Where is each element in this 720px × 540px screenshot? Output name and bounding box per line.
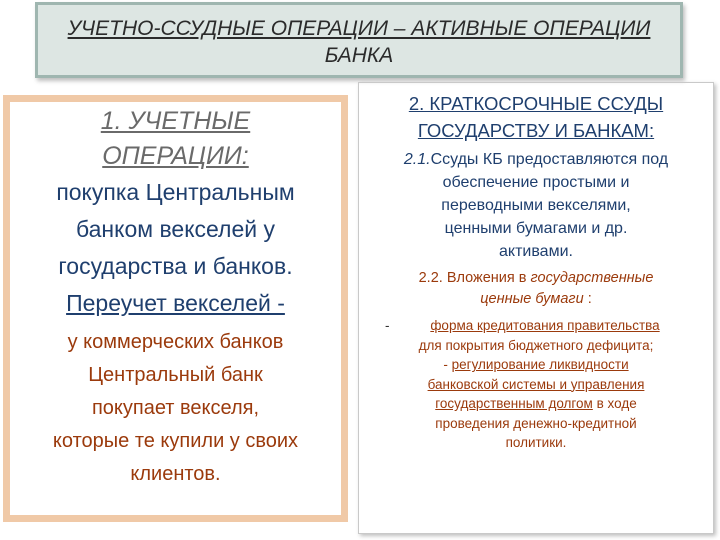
left-heading-line-2: ОПЕРАЦИИ: (102, 142, 249, 170)
section-2-2-italic-2: ценные бумаги (480, 291, 584, 307)
list-item-2-dash: - (443, 357, 452, 372)
section-2-1-line-3: переводными векселями, (441, 197, 631, 214)
list-item-2-line-2: банковской системы и управления (427, 376, 645, 392)
list-item-1-line-2: для покрытия бюджетного дефицита; (418, 337, 654, 353)
section-2-1-line-1: Ссуды КБ предоставляются под (430, 151, 669, 168)
list-item-2-line-3: в ходе (592, 396, 637, 411)
title-line-1: УЧЕТНО-ССУДНЫЕ ОПЕРАЦИИ – АКТИВНЫЕ ОПЕРАЦИИ (67, 17, 651, 40)
left-text2-line-5: клиентов. (130, 463, 221, 485)
section-2-1-line-5: активами. (499, 243, 573, 260)
section-2-1-line-4: ценными бумагами и др. (444, 220, 628, 237)
left-panel-discount-operations (3, 95, 348, 522)
left-text2-line-2: Центральный банк (88, 364, 263, 386)
title-box (35, 2, 683, 78)
section-2-2-italic-1: государственные (530, 270, 654, 286)
left-text2-line-3: покупает векселя, (91, 397, 260, 419)
right-heading-line-2: ГОСУДАРСТВУ И БАНКАМ: (417, 120, 655, 141)
left-text-line-1: покупка Центральным (56, 179, 295, 205)
list-item-1-line-1: форма кредитования правительства (430, 318, 660, 333)
left-rediscount-label: Переучет векселей - (66, 290, 285, 316)
list-item-2-line-4: проведения денежно-кредитной (435, 415, 637, 431)
section-2-1-number: 2.1. (403, 151, 431, 168)
list-item-2-line-3-underlined: государственным долгом (435, 396, 593, 411)
section-2-2-list (359, 316, 713, 453)
list-dash: - (385, 318, 390, 333)
section-2-2 (359, 268, 713, 310)
left-text2-line-4: которые те купили у своих (52, 430, 299, 452)
left-text2-line-1: у коммерческих банков (67, 331, 284, 353)
right-heading-line-1: 2. КРАТКОСРОЧНЫЕ ССУДЫ (408, 93, 664, 114)
left-text-line-2: банком векселей у (75, 216, 275, 242)
section-2-2-suffix: : (587, 291, 592, 307)
section-2-1 (359, 148, 713, 263)
section-2-2-prefix: 2.2. Вложения в (418, 270, 527, 286)
list-item-2-line-5: политики. (505, 435, 567, 450)
list-item-2-line-1: регулирование ликвидности (451, 357, 629, 372)
right-panel-short-term-loans (358, 82, 714, 534)
title-line-2: БАНКА (324, 44, 394, 67)
left-heading-line-1: 1. УЧЕТНЫЕ (100, 107, 251, 135)
left-text-line-3: государства и банков. (58, 253, 293, 279)
section-2-1-line-2: обеспечение простыми и (442, 174, 630, 191)
